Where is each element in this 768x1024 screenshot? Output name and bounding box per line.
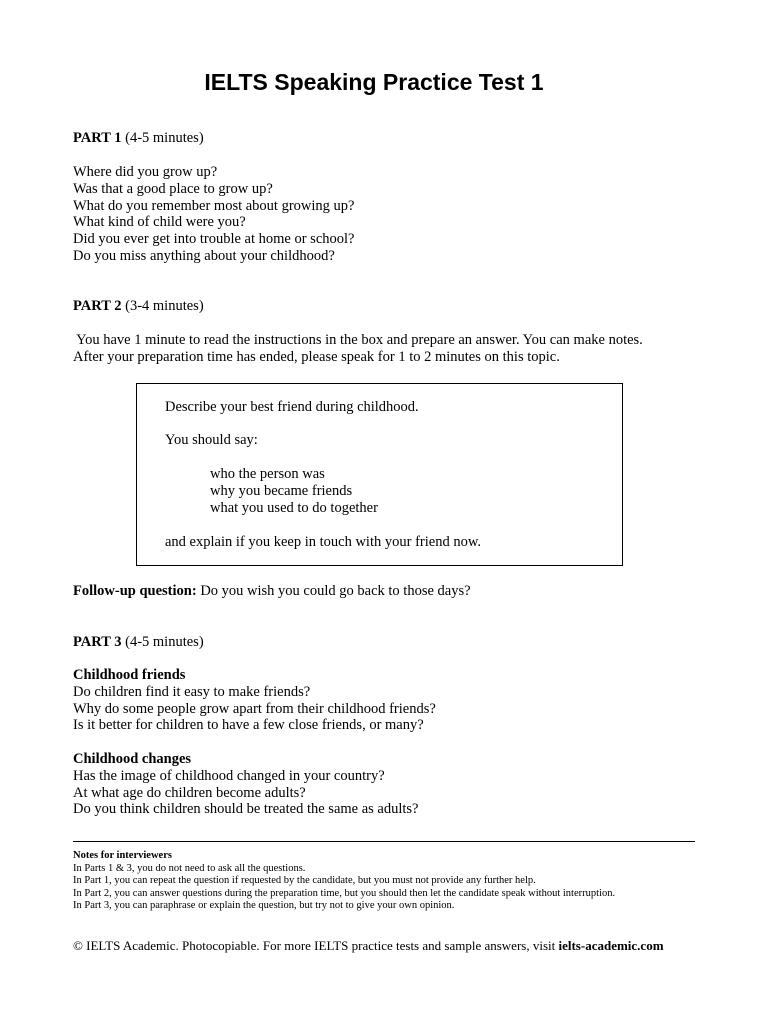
part3-question: Why do some people grow apart from their childhood friends?: [73, 700, 436, 717]
cue-card-should-say: You should say:: [165, 432, 258, 448]
part3-question: At what age do children become adults?: [73, 784, 306, 801]
part1-question: What do you remember most about growing up?: [73, 197, 355, 214]
part3-question: Do children find it easy to make friends?: [73, 683, 311, 700]
cue-card-topic: Describe your best friend during childhood.: [165, 399, 419, 415]
part1-question: Do you miss anything about your childhood?: [73, 247, 335, 264]
notes-line: In Parts 1 & 3, you do not need to ask all the questions.: [73, 862, 306, 874]
part3-section-title: Childhood friends: [73, 667, 186, 683]
part3-heading: PART 3: [73, 634, 122, 650]
part3-duration: (4-5 minutes): [125, 634, 204, 650]
part1-duration: (4-5 minutes): [125, 130, 204, 146]
footer-text: © IELTS Academic. Photocopiable. For more IELTS practice tests and sample answers, visit: [73, 938, 559, 953]
notes-title: Notes for interviewers: [73, 850, 172, 861]
part3-question: Has the image of childhood changed in your country?: [73, 767, 385, 784]
part3-question: Is it better for children to have a few close friends, or many?: [73, 717, 424, 734]
notes-line: In Part 3, you can paraphrase or explain the question, but try not to give your own opinion.: [73, 900, 455, 912]
follow-up: [73, 583, 471, 600]
part2-header: [73, 298, 204, 315]
cue-card-point: why you became friends: [210, 483, 353, 499]
notes-line: In Part 2, you can answer questions during the preparation time, but you should then let the candidate speak without interruption.: [73, 887, 616, 899]
part3-header: [73, 634, 204, 651]
follow-up-question: Do you wish you could go back to those days?: [200, 583, 471, 599]
part1-heading: PART 1: [73, 130, 122, 146]
cue-card-point: what you used to do together: [210, 500, 378, 516]
follow-up-label: Follow-up question:: [73, 583, 197, 599]
part3-section: [73, 751, 419, 818]
part1-question: What kind of child were you?: [73, 214, 246, 231]
page-title: IELTS Speaking Practice Test 1: [204, 69, 544, 95]
part1-question: Was that a good place to grow up?: [73, 180, 273, 197]
part2-instruction-line: After your preparation time has ended, please speak for 1 to 2 minutes on this topic.: [73, 348, 560, 365]
cue-card: [136, 383, 623, 566]
footer-link[interactable]: ielts-academic.com: [558, 938, 664, 953]
interviewer-notes: [73, 850, 615, 913]
notes-line: In Part 1, you can repeat the question if requested by the candidate, but you must not provide any further help.: [73, 875, 536, 887]
cue-card-point: who the person was: [210, 466, 325, 482]
part3-section: [73, 667, 436, 734]
part2-duration: (3-4 minutes): [125, 298, 204, 314]
part1-question: Did you ever get into trouble at home or school?: [73, 231, 355, 248]
part3-question: Do you think children should be treated the same as adults?: [73, 801, 419, 818]
part3-section-title: Childhood changes: [73, 751, 192, 767]
cue-card-closing: and explain if you keep in touch with your friend now.: [165, 534, 481, 550]
divider: [73, 841, 695, 842]
part2-heading: PART 2: [73, 298, 122, 314]
part1-questions: [73, 164, 354, 265]
part1-question: Where did you grow up?: [73, 164, 218, 180]
footer: [73, 938, 664, 954]
part2-instructions: [73, 332, 643, 366]
part1-header: [73, 130, 204, 147]
part2-instruction-line: You have 1 minute to read the instructions in the box and prepare an answer. You can make notes.: [73, 332, 643, 348]
